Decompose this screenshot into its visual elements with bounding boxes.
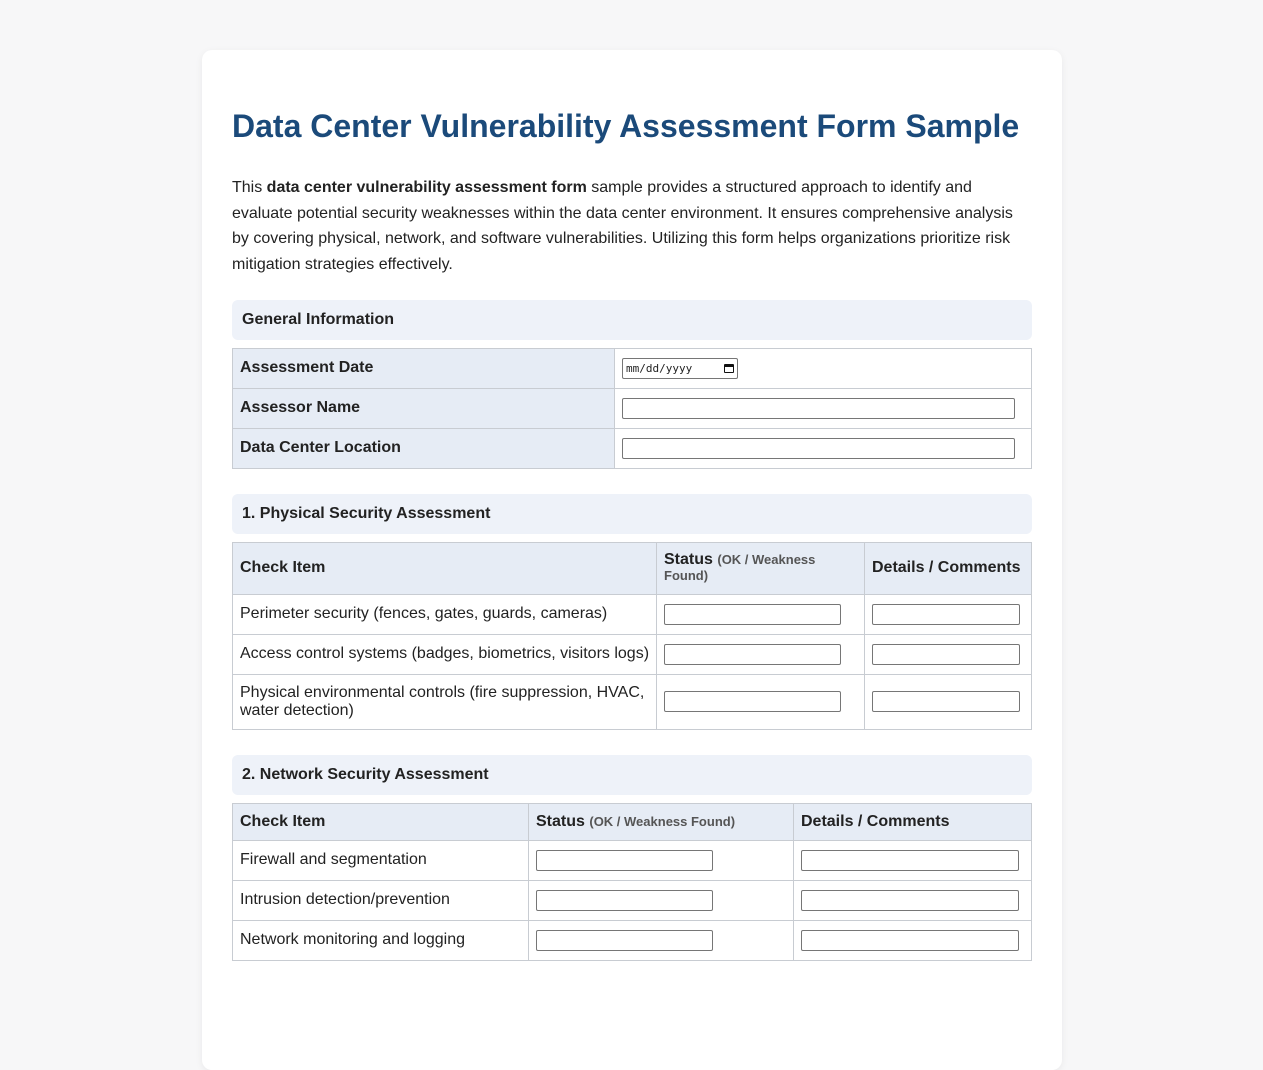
- date-placeholder: mm/dd/yyyy: [626, 361, 693, 375]
- location-label: Data Center Location: [233, 428, 615, 468]
- physical-security-table: [232, 542, 1032, 730]
- assessor-name-input[interactable]: [622, 398, 1015, 419]
- col-status: [657, 542, 865, 594]
- details-input[interactable]: [801, 850, 1019, 871]
- status-input[interactable]: [536, 850, 713, 871]
- intro-paragraph: [232, 175, 1032, 278]
- check-item: Perimeter security (fences, gates, guards, cameras): [233, 594, 657, 634]
- general-info-table: [232, 348, 1032, 469]
- details-input[interactable]: [872, 644, 1020, 665]
- intro-text: This: [232, 179, 267, 196]
- table-row: [233, 880, 1032, 920]
- check-item: Firewall and segmentation: [233, 840, 529, 880]
- table-row: [233, 840, 1032, 880]
- intro-bold: data center vulnerability assessment form: [266, 179, 587, 196]
- table-row: [233, 388, 1032, 428]
- section-network-heading: 2. Network Security Assessment: [232, 755, 1032, 795]
- col-status: [529, 803, 794, 840]
- assessment-date-label: Assessment Date: [233, 348, 615, 388]
- form-card: [202, 50, 1062, 1070]
- col-check-item: Check Item: [233, 542, 657, 594]
- table-row: [233, 594, 1032, 634]
- intro-text-rest: sample provides a structured approach to identify and evaluate potential security weaknesses within the data center environment. It ensures comprehensive analysis by covering physical, network, and software vulnerabilities. Utilizing this form helps organizations prioritize risk mitigation strategies effectively.: [232, 179, 1013, 274]
- section-physical-heading: 1. Physical Security Assessment: [232, 494, 1032, 534]
- details-input[interactable]: [801, 930, 1019, 951]
- status-label: Status: [536, 812, 585, 830]
- assessor-name-label: Assessor Name: [233, 388, 615, 428]
- status-input[interactable]: [664, 691, 841, 712]
- status-label: Status: [664, 551, 713, 569]
- location-input[interactable]: [622, 438, 1015, 459]
- table-header-row: [233, 542, 1032, 594]
- calendar-icon[interactable]: [724, 364, 734, 373]
- assessment-date-input[interactable]: [622, 358, 738, 379]
- status-sub-label: (OK / Weakness Found): [664, 552, 816, 584]
- details-input[interactable]: [872, 604, 1020, 625]
- check-item: Network monitoring and logging: [233, 920, 529, 960]
- network-security-table: [232, 803, 1032, 961]
- status-input[interactable]: [536, 930, 713, 951]
- check-item: Physical environmental controls (fire suppression, HVAC, water detection): [233, 674, 657, 729]
- page-title: Data Center Vulnerability Assessment Form Sample: [232, 108, 1020, 144]
- col-check-item: Check Item: [233, 803, 529, 840]
- table-row: [233, 428, 1032, 468]
- status-sub-label: (OK / Weakness Found): [589, 813, 736, 829]
- status-input[interactable]: [664, 644, 841, 665]
- status-input[interactable]: [664, 604, 841, 625]
- details-input[interactable]: [872, 691, 1020, 712]
- col-details: Details / Comments: [794, 803, 1032, 840]
- check-item: Intrusion detection/prevention: [233, 880, 529, 920]
- table-row: [233, 674, 1032, 729]
- col-details: Details / Comments: [865, 542, 1032, 594]
- table-row: [233, 920, 1032, 960]
- details-input[interactable]: [801, 890, 1019, 911]
- table-header-row: [233, 803, 1032, 840]
- check-item: Access control systems (badges, biometrics, visitors logs): [233, 634, 657, 674]
- table-row: [233, 348, 1032, 388]
- table-row: [233, 634, 1032, 674]
- section-general-heading: General Information: [232, 300, 1032, 340]
- status-input[interactable]: [536, 890, 713, 911]
